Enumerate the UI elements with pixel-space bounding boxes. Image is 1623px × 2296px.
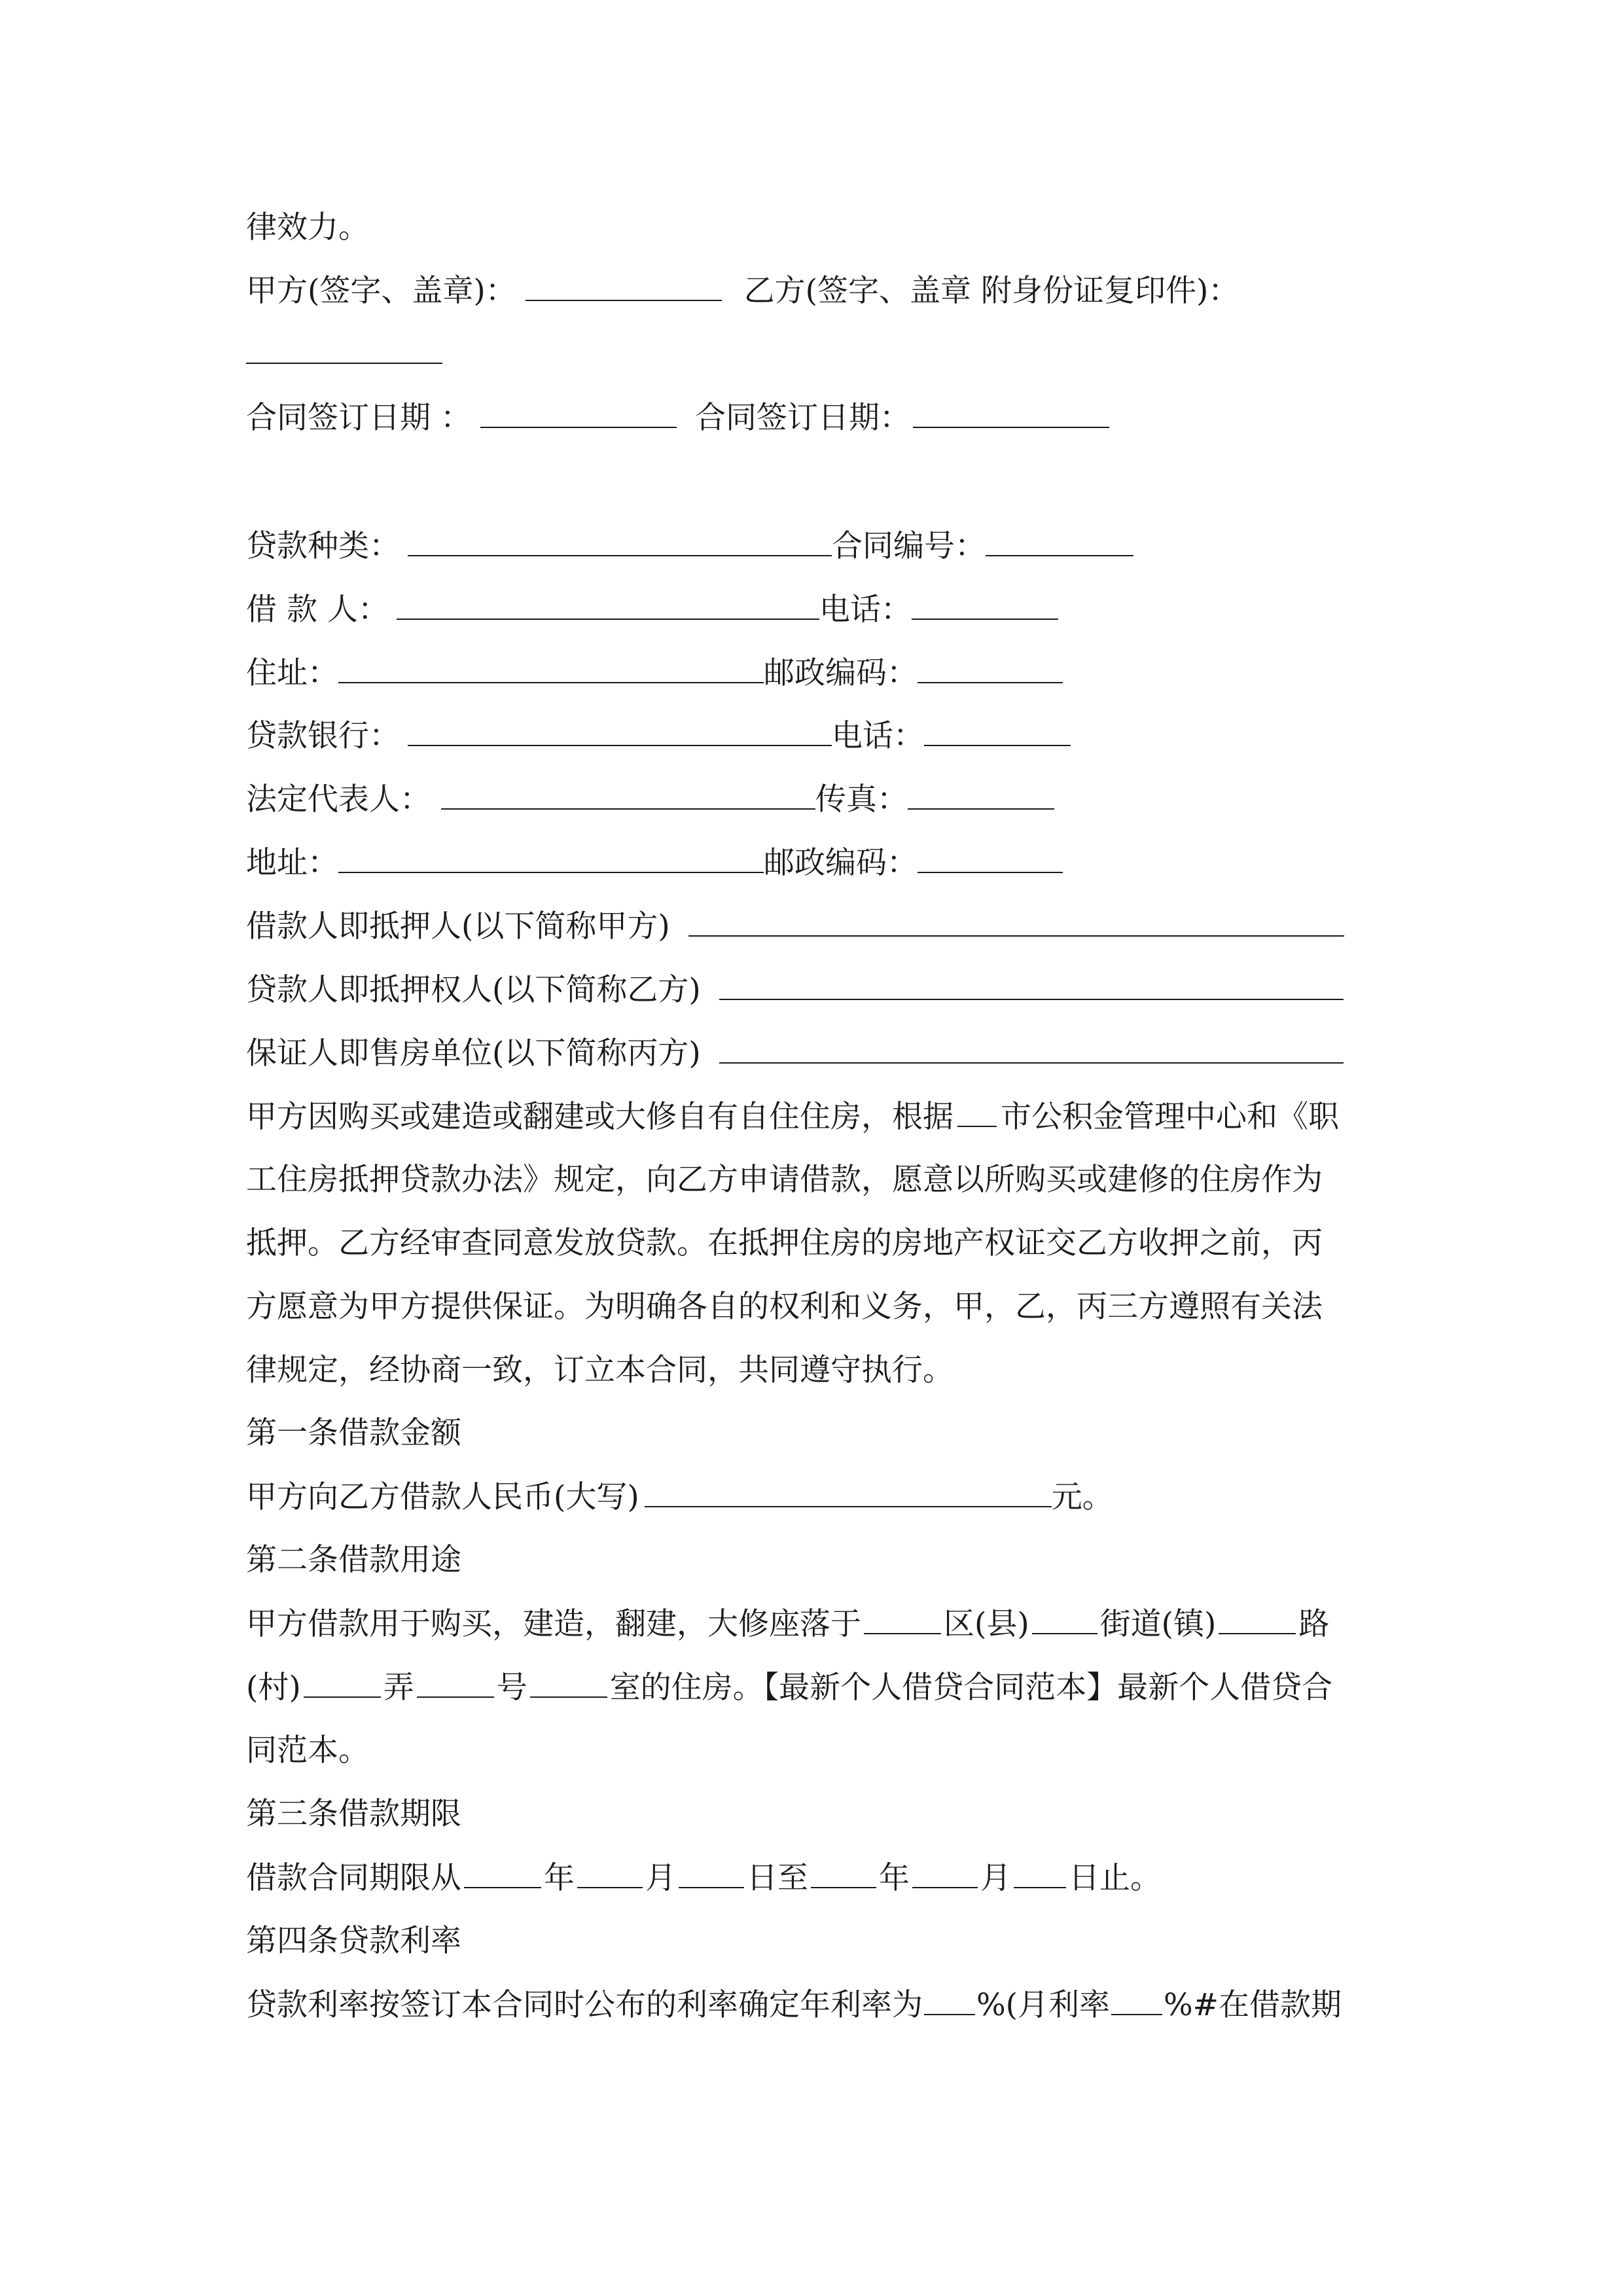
line-text: 月 <box>645 1860 676 1896</box>
end-year-blank[interactable] <box>811 1858 876 1888</box>
line-text: 日至 <box>747 1860 808 1896</box>
phone-blank[interactable] <box>912 590 1058 620</box>
article-line <box>246 1477 1113 1517</box>
paragraph-line <box>246 1351 954 1390</box>
number-blank[interactable] <box>530 1668 607 1698</box>
article-heading <box>246 1922 461 1961</box>
address-blank[interactable] <box>338 653 764 683</box>
line-text: 甲方因购买或建造或翻建或大修自有自住住房，根据 <box>246 1099 954 1135</box>
party-c-label: 保证人即售房单位(以下简称丙方) <box>246 1035 701 1071</box>
contract-no-label: 合同编号： <box>832 528 986 564</box>
line-text: 年 <box>544 1860 575 1896</box>
village-blank[interactable] <box>304 1668 381 1698</box>
text-line <box>246 208 369 247</box>
paragraph-line <box>246 1224 1323 1263</box>
bank-postcode-label: 邮政编码： <box>764 845 918 881</box>
fax-label: 传真： <box>815 781 908 817</box>
line-text: 街道(镇) <box>1099 1606 1217 1642</box>
article-heading <box>246 1795 461 1834</box>
bank-postcode-blank[interactable] <box>918 843 1063 873</box>
end-month-blank[interactable] <box>912 1858 978 1888</box>
bank-address-label: 地址： <box>246 845 338 881</box>
party-a-label: 借款人即抵押人(以下简称甲方) <box>246 908 670 944</box>
city-blank[interactable] <box>957 1097 997 1127</box>
line-text: 日止。 <box>1069 1860 1161 1896</box>
line-text: 贷款利率按签订本合同时公布的利率确定年利率为 <box>246 1987 923 2023</box>
line-text: 借款合同期限从 <box>246 1860 461 1896</box>
line-text: %(月利率 <box>976 1987 1110 2023</box>
bank-label: 贷款银行： <box>246 718 400 754</box>
form-row <box>246 590 1058 630</box>
line-text: 路 <box>1298 1606 1330 1642</box>
party-a-blank[interactable] <box>688 906 1344 937</box>
party-b-label: 贷款人即抵押权人(以下简称乙方) <box>246 972 701 1008</box>
monthly-rate-blank[interactable] <box>1111 1985 1162 2015</box>
borrower-blank[interactable] <box>397 590 819 620</box>
article-line <box>246 1731 369 1770</box>
line-text: 元。 <box>1051 1479 1113 1515</box>
article-heading <box>246 1541 461 1580</box>
line-text: (村) <box>246 1670 301 1706</box>
article-line <box>246 1858 1161 1898</box>
party-row <box>246 1033 1344 1073</box>
road-blank[interactable] <box>1219 1604 1296 1634</box>
district-blank[interactable] <box>864 1604 941 1634</box>
paragraph-line <box>246 1160 1323 1200</box>
form-row <box>246 526 1133 566</box>
annual-rate-blank[interactable] <box>924 1985 975 2015</box>
signature-line <box>246 271 1239 311</box>
paragraph-line <box>246 1097 1339 1137</box>
bank-phone-blank[interactable] <box>924 716 1071 746</box>
form-row <box>246 780 1054 819</box>
party-a-signature-blank[interactable] <box>526 271 722 301</box>
loan-type-blank[interactable] <box>408 526 832 556</box>
line-text: 号 <box>496 1670 527 1706</box>
end-day-blank[interactable] <box>1014 1858 1066 1888</box>
line-text: 市公积金管理中心和《职 <box>1001 1099 1339 1135</box>
line-text: 律效力。 <box>246 209 369 245</box>
article-3-title: 第三条借款期限 <box>246 1796 461 1832</box>
street-blank[interactable] <box>1032 1604 1097 1634</box>
loan-type-label: 贷款种类： <box>246 528 400 564</box>
article-heading <box>246 1414 461 1453</box>
article-4-title: 第四条贷款利率 <box>246 1923 461 1959</box>
date-a-label: 合同签订日期 ： <box>246 400 471 436</box>
legal-rep-label: 法定代表人： <box>246 781 431 817</box>
article-line <box>246 1985 1342 2025</box>
address-label: 住址： <box>246 655 338 691</box>
bank-address-blank[interactable] <box>338 843 764 873</box>
article-line <box>246 1604 1329 1644</box>
article-line <box>246 1668 1332 1708</box>
line-text: 区(县) <box>944 1606 1029 1642</box>
start-year-blank[interactable] <box>464 1858 541 1888</box>
line-text: 年 <box>879 1860 910 1896</box>
legal-rep-blank[interactable] <box>441 780 815 810</box>
date-b-label: 合同签订日期： <box>694 400 910 436</box>
party-row <box>246 906 1344 946</box>
paragraph-line <box>246 1287 1323 1327</box>
form-row <box>246 843 1063 883</box>
line-text: 弄 <box>383 1670 414 1706</box>
line-text: 甲方借款用于购买，建造，翻建，大修座落于 <box>246 1606 861 1642</box>
line-text: 工住房抵押贷款办法》规定，向乙方申请借款，愿意以所购买或建修的住房作为 <box>246 1162 1323 1198</box>
line-text: 室的住房。【最新个人借贷合同范本】最新个人借贷合 <box>609 1670 1333 1706</box>
lane-blank[interactable] <box>417 1668 494 1698</box>
date-a-blank[interactable] <box>480 398 677 428</box>
line-text: 抵押。乙方经审查同意发放贷款。在抵押住房的房地产权证交乙方收押之前，丙 <box>246 1225 1323 1261</box>
phone-label: 电话： <box>819 592 912 628</box>
article-2-title: 第二条借款用途 <box>246 1542 461 1578</box>
bank-blank[interactable] <box>408 716 832 746</box>
bank-phone-label: 电话： <box>832 718 924 754</box>
signature-line-cont <box>246 334 442 374</box>
party-row <box>246 970 1344 1010</box>
line-text: 同范本。 <box>246 1732 369 1768</box>
form-row <box>246 716 1071 756</box>
party-b-signature-label: 乙方(签字、盖章 附身份证复印件)： <box>743 273 1240 309</box>
borrower-label: 借 款 人： <box>246 592 389 628</box>
contract-no-blank[interactable] <box>986 526 1133 556</box>
start-month-blank[interactable] <box>577 1858 643 1888</box>
date-line <box>246 398 1109 438</box>
postcode-blank[interactable] <box>918 653 1063 683</box>
party-b-blank[interactable] <box>719 970 1344 1000</box>
party-a-signature-label: 甲方(签字、盖章)： <box>246 273 516 309</box>
line-text: 律规定，经协商一致，订立本合同，共同遵守执行。 <box>246 1352 954 1388</box>
postcode-label: 邮政编码： <box>764 655 918 691</box>
form-row <box>246 653 1063 693</box>
party-b-signature-blank[interactable] <box>246 334 442 364</box>
line-text: 月 <box>980 1860 1011 1896</box>
amount-blank[interactable] <box>645 1477 1052 1507</box>
line-text: %#在借款期 <box>1164 1987 1342 2023</box>
party-c-blank[interactable] <box>719 1033 1344 1064</box>
line-text: 甲方向乙方借款人民币(大写) <box>246 1479 639 1515</box>
fax-blank[interactable] <box>908 780 1054 810</box>
article-1-title: 第一条借款金额 <box>246 1415 461 1451</box>
start-day-blank[interactable] <box>679 1858 744 1888</box>
line-text: 方愿意为甲方提供保证。为明确各自的权利和义务，甲，乙，丙三方遵照有关法 <box>246 1289 1323 1325</box>
date-b-blank[interactable] <box>913 398 1109 428</box>
